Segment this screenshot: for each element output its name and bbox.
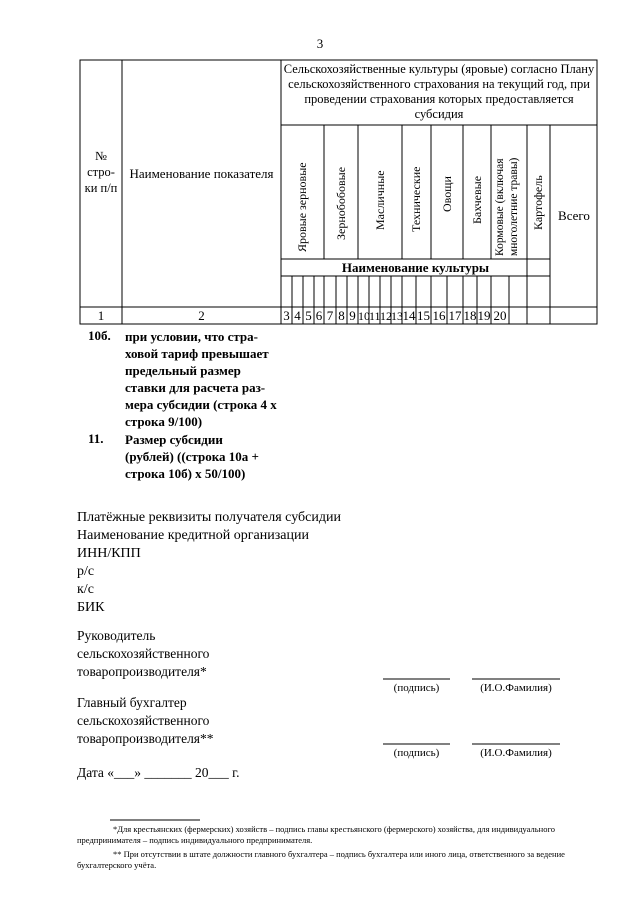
- col-num-14: 14: [402, 308, 416, 323]
- col-num-5: 5: [305, 308, 312, 323]
- inn-kpp-label: ИНН/КПП: [77, 546, 141, 561]
- col-num-7: 7: [326, 308, 334, 323]
- col-num-18: 18: [463, 308, 477, 323]
- col-num-9: 9: [349, 308, 356, 323]
- col-num-6: 6: [315, 308, 323, 323]
- crop-name-row-label: Наименование культуры: [341, 260, 490, 275]
- col-num-13: 13: [391, 309, 403, 323]
- row-number-header: № стро-ки п/п: [84, 149, 118, 195]
- date-line: Дата «___» _______ 20___ г.: [77, 765, 240, 780]
- row-10b-number: 10б.: [88, 328, 111, 343]
- head-name-caption: (И.О.Фамилия): [480, 682, 552, 694]
- col-num-2: 2: [198, 308, 205, 323]
- credit-org-label: Наименование кредитной организации: [77, 528, 309, 543]
- row-11-text: Размер субсидии (рублей) ((строка 10а + строка 10б) х 50/100): [125, 432, 259, 481]
- col-num-10: 10: [358, 309, 370, 323]
- head-signature-caption: (подпись): [393, 682, 440, 694]
- col-num-11: 11: [369, 309, 381, 323]
- col-num-17: 17: [448, 308, 462, 323]
- row-10b-text: при условии, что стра-ховой тариф превышает предельный размер ставки для расчета раз-мера субсидии (строка 4 х строка 9/100): [125, 329, 277, 429]
- col-num-3: 3: [283, 308, 290, 323]
- crop-name-3: Масличные: [373, 170, 387, 230]
- rs-label: р/с: [77, 564, 95, 579]
- requisites-block: [77, 509, 341, 617]
- crop-name-1: Яровые зерновые: [295, 162, 309, 252]
- crop-name-2: Зернобобовые: [334, 166, 348, 240]
- indicator-header: Наименование показателя: [129, 166, 274, 181]
- crop-name-7: Кормовые (включая многолетние травы): [494, 157, 520, 256]
- col-num-1: 1: [97, 308, 105, 323]
- crop-name-6: Бахчевые: [470, 175, 484, 224]
- col-num-4: 4: [294, 308, 301, 323]
- crop-name-4: Технические: [409, 166, 423, 232]
- bik-label: БИК: [77, 600, 105, 615]
- potato-header: Картофель: [531, 175, 545, 230]
- crops-group-header: Сельскохозяйственные культуры (яровые) согласно Плану сельскохозяйственного страхования на текущий год, при проведении страхования которых предоставляется субсидия: [283, 62, 595, 121]
- accountant-signature-label: Главный бухгалтер сельскохозяйственного товаропроизводителя**: [77, 695, 214, 746]
- head-signature-label: Руководитель сельскохозяйственного товаропроизводителя*: [77, 628, 210, 679]
- col-num-15: 15: [417, 308, 430, 323]
- col-num-19: 19: [477, 308, 491, 323]
- col-num-8: 8: [338, 308, 345, 323]
- row-11-number: 11.: [88, 431, 104, 446]
- crop-name-5: Овощи: [440, 176, 454, 212]
- ks-label: к/с: [77, 582, 94, 597]
- accountant-name-caption: (И.О.Фамилия): [480, 747, 552, 759]
- col-num-20: 20: [493, 308, 507, 323]
- total-header: Всего: [558, 208, 590, 223]
- footnote-2: ** При отсутствии в штате должности главного бухгалтера – подпись бухгалтера или иного лица, ответственного за ведение бухгалтерского учёта.: [77, 849, 565, 870]
- col-num-12: 12: [380, 309, 392, 323]
- col-num-16: 16: [432, 308, 446, 323]
- footnote-1: *Для крестьянских (фермерских) хозяйств – подпись главы крестьянского (фермерского) хозяйства, для индивидуального предпринимателя – подпись индивидуального предпринимателя.: [77, 824, 555, 845]
- requisites-title: Платёжные реквизиты получателя субсидии: [77, 510, 341, 525]
- page-number: 3: [316, 36, 324, 51]
- accountant-signature-caption: (подпись): [393, 747, 440, 759]
